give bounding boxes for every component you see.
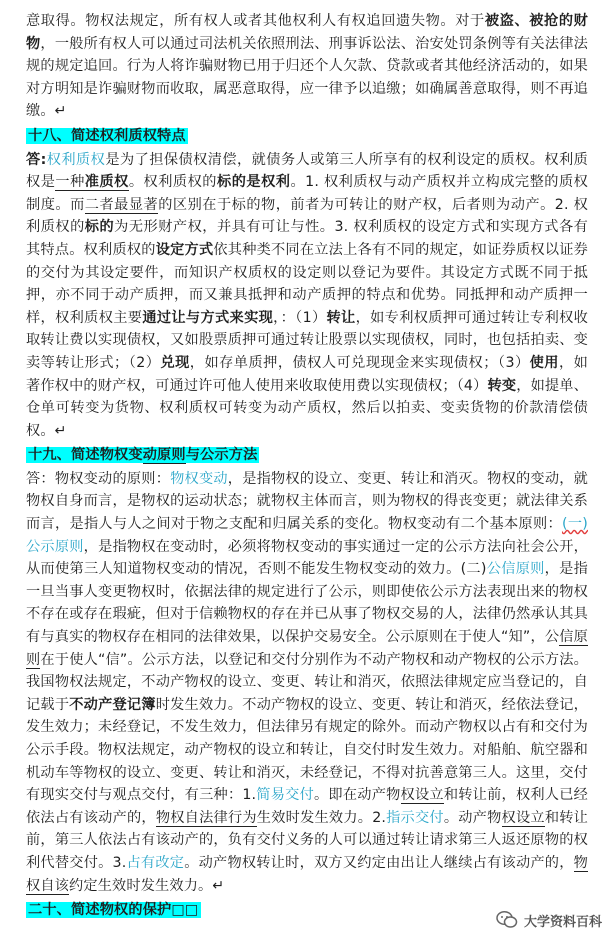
bold-term: 使用 — [529, 354, 559, 371]
text-run: 。即在动产物 — [314, 787, 401, 804]
text-run: 约定生效时发生效力。↵ — [69, 877, 225, 894]
watermark-text: 大学资料百科 — [523, 914, 602, 930]
bold-term: 通过让与方式来实现 — [142, 309, 274, 326]
highlight-term: 物权变动 — [170, 470, 228, 487]
text-run: 生效时发生效力。2. — [256, 809, 387, 826]
bold-term: 转变 — [487, 377, 517, 394]
text-run: 。动产物权转让时，双方又约定由出让人继续占有该动产的， — [184, 854, 574, 871]
highlight-term: 权利质权 — [46, 151, 106, 168]
bold-term: 不动产登记簿 — [69, 696, 156, 713]
text-run: ，：（1） — [273, 309, 327, 326]
answer-label: 答: — [26, 151, 47, 168]
bold-term: 被盗、被抢的财物 — [26, 13, 588, 52]
highlight-term: 指示交付 — [386, 809, 444, 826]
highlight-term: (一) — [561, 516, 588, 533]
text-run: 。动产物 — [443, 809, 502, 826]
text-run: 为无形财产权，并具有可让与性。3. 权利质权的设定方式和实现方式各有其特点。权利质权的 — [26, 219, 588, 258]
text-run: 时发生效力。不动产物权的设立、变更、转让和消灭，经依法登记，发生效力；未经登记，不发生效力，但法律另有规定的除外。而动产物权以占有和交付为公示手段。物权法规定，动产物权的设立和转让，自交付时发生效力。对船舶、航空器和机动车等物权的设立、变更、转让和消灭，未经登记，不得对抗善意第三人。这里，交付有现实交付与观点交付，有三种：1. — [26, 696, 589, 804]
underlined-term: 物权自法律行为 — [155, 809, 257, 826]
bold-term: 兑现 — [160, 354, 190, 371]
paragraph-property-change — [26, 468, 588, 897]
text-run: ，一般所有权人可以通过司法机关依照刑法、刑事诉讼法、治安处罚条例等有关法律法规的规定追回。行为人将诈骗财物已用于归还个人欠款、贷款或者其他经济活动的，如果对方明知是诈骗财物而收取，属恶意取得，应一律予以追缴；如确属善意取得，则不再追缴。↵ — [26, 35, 589, 120]
underlined-term: 一种 — [55, 174, 85, 191]
underlined-term: 物权自该 — [26, 854, 588, 894]
text-run: 答：物权变动的原则： — [26, 470, 171, 487]
wechat-icon — [496, 910, 518, 930]
highlight-term: 简易交付 — [256, 787, 314, 804]
underlined-term: 权设立 — [400, 787, 444, 804]
text-run: ，是指物权在变动时，必须将物权变动的事实通过一定的公示方法向社会公开，从而使第三人知道物权变动的情况，否则不能发生物权变动的效力。(二) — [26, 538, 588, 578]
text-run: ，如专利权质押可通过转让专利权收取转让费以实现债权，又如股票质押可通过转让股票以实现债权，同时，也包括拍卖、变卖等转让形式；（2） — [26, 309, 589, 371]
text-run: ，是指物权的设立、变更、转让和消灭。物权的变动，就物权自身而言，是物权的运动状态；就物权主体而言，则为物权的得丧变更；就法律关系而言，是指人与人之间对于物之支配和归属关系的变化。物权变动有二个基本原则： — [26, 470, 588, 533]
underlined-term: 信原则 — [26, 629, 588, 668]
text-run: 和转让前，权利人已经依法占有该动产的， — [26, 787, 588, 826]
text-run: 十九、简述物权变 — [28, 447, 143, 464]
text-run: 是为了担保债权清偿，就债务人或第三人所享有的权利设定的质权。权利质权是 — [26, 151, 588, 191]
heading-19 — [26, 444, 588, 467]
heading-20-text: 二十、简述物权的保护□□ — [28, 902, 199, 919]
bold-term: 转让 — [326, 309, 356, 326]
text-run: ，如提单、仓单可转变为货物、权利质权可转变为动产质权，然后以拍卖、变卖货物的价款清偿债权。↵ — [26, 377, 588, 439]
underlined-term: 动原则 — [142, 447, 186, 464]
text-run: 。权利质权的 — [128, 174, 217, 191]
underlined-term: 权设立 — [501, 809, 545, 826]
bold-term: 设定方式 — [155, 241, 214, 258]
watermark — [496, 908, 602, 932]
bold-term: 标的是权利 — [217, 174, 291, 191]
underlined-term: 二者最显著 — [84, 196, 159, 213]
bold-term: 准质权 — [84, 174, 129, 191]
highlight-term: 占有改定 — [126, 854, 185, 871]
text-run: 和转让前，第三人依法占有该动产的，负有交付义务的人可以通过转让请求第三人返还原物的权利代替交付。3. — [26, 809, 588, 871]
bold-term: 标的 — [84, 219, 115, 236]
text-run: 与公示方法 — [185, 447, 258, 464]
highlight-term: 公示原则 — [26, 538, 84, 555]
highlight-term: 公信原则 — [486, 561, 545, 578]
heading-19-text — [26, 447, 259, 463]
text-run: 依其种类不同在立法上各有不同的规定，如证券质权以证券的交付为其设定要件，而知识产权质权的设定则以登记为要件。其设定方式既不同于抵押，亦不同于动产质押，而又兼具抵押和动产质押的特点和优势。同抵押和动产质押一样，权利质权主要 — [26, 241, 589, 326]
paragraph-stolen-property — [26, 10, 588, 123]
text-run: 的区别在于标的物，前者为可转让的财产权，后者则为动产。2. 权利质权的 — [26, 196, 588, 236]
text-run: 在于使人“信”。公示方法，以登记和交付分别作为不动产物权和动产物权的公示方法。我国物权法规定，不动产物权的设立、变更、转让和消灭，依照法律规定应当登记的，自记载于 — [26, 651, 588, 713]
heading-18 — [26, 125, 588, 148]
text-run: ，如存单质押，债权人可兑现现金来实现债权；（3） — [189, 354, 530, 371]
text-run: 。1. 权利质权与动产质权并立构成完整的质权制度。而 — [26, 174, 589, 213]
text-run: ，是指一旦当事人变更物权时，依据法律的规定进行了公示，则即使依公示方法表现出来的物权不存在或存在瑕疵，但对于信赖物权的存在并已从事了物权交易的人，法律仍然承认其具有与真实的物权存在相同的法律效果，以保护交易安全。公示原则在于使人“知”，公 — [26, 561, 588, 646]
paragraph-right-pledge — [26, 149, 588, 443]
heading-18-text: 十八、简述权利质权特点 — [28, 127, 186, 144]
text-run: ，如著作权中的财产权，可通过许可他人使用来收取使用费以实现债权；（4） — [26, 354, 588, 394]
text-run: 意取得。物权法规定，所有权人或者其他权利人有权追回遗失物。对于 — [26, 13, 485, 29]
